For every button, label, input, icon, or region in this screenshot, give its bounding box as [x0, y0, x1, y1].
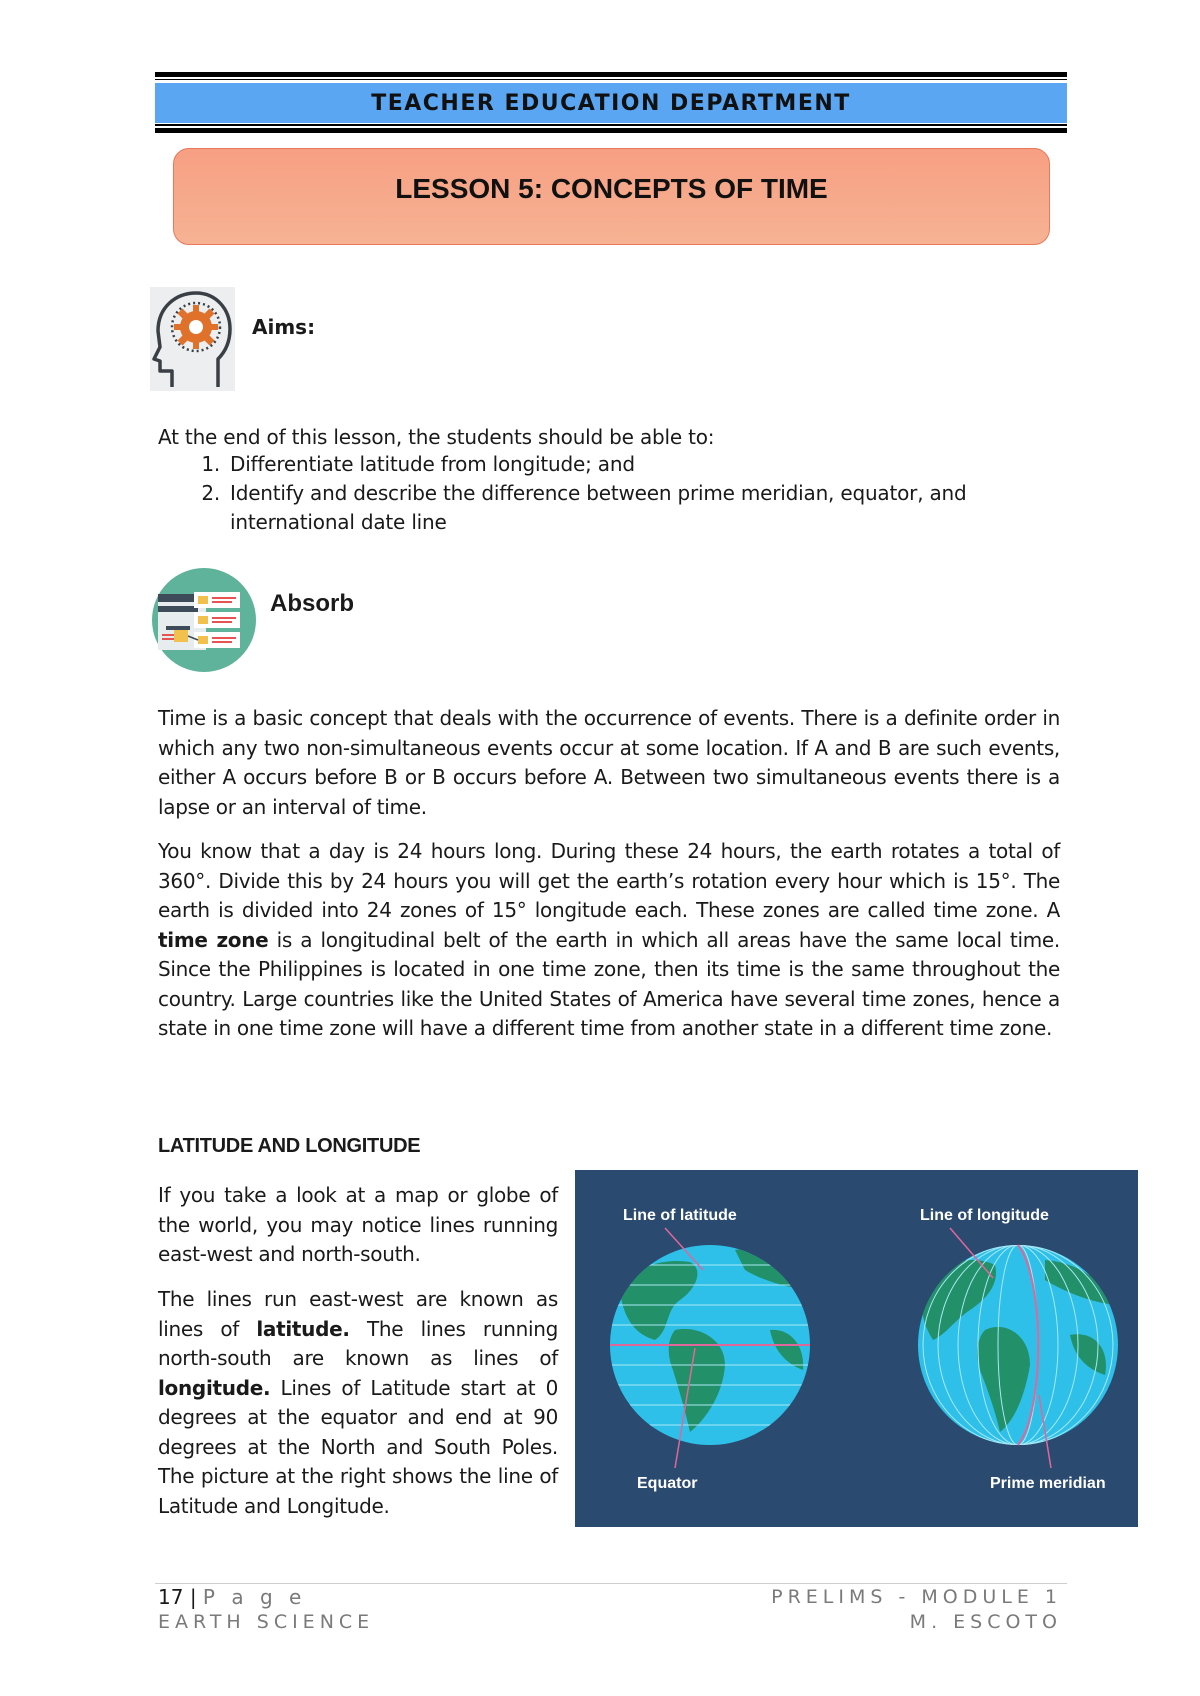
- aims-item-text-continued: international date line: [230, 510, 447, 534]
- header-rule-top: [155, 72, 1067, 77]
- label-line-of-longitude: Line of longitude: [920, 1207, 1049, 1224]
- label-prime-meridian: Prime meridian: [990, 1475, 1106, 1492]
- page-number: 17: [158, 1585, 184, 1609]
- lesson-title: LESSON 5: CONCEPTS OF TIME: [395, 173, 828, 204]
- aims-item-text: Identify and describe the difference between prime meridian, equator, and: [230, 481, 967, 505]
- list-number-spacer: [158, 508, 230, 537]
- page-number-line: [158, 1585, 306, 1609]
- aims-item-text: Differentiate latitude from longitude; and: [230, 452, 635, 476]
- header-rule-top-thin: [155, 79, 1067, 80]
- list-number: 1.: [201, 452, 220, 476]
- header-band: [155, 83, 1067, 123]
- absorb-paragraph-1: Time is a basic concept that deals with the occurrence of events. There is a definite order in which any two non-simultaneous events occur at some location. If A and B are such events, either A occurs before B or B occurs before A. Between two simultaneous events there is a lapse or an interval of time.: [158, 706, 1060, 819]
- latlong-paragraph-2: [158, 1285, 558, 1521]
- paragraph-text: The lines run east-west are known as lines of: [158, 1287, 558, 1341]
- bold-term: longitude.: [158, 1375, 271, 1400]
- header-rule-bottom: [155, 128, 1067, 133]
- module-label: PRELIMS - MODULE 1: [771, 1586, 1062, 1608]
- section-heading: LATITUDE AND LONGITUDE: [158, 1135, 421, 1157]
- author-name: M. ESCOTO: [909, 1611, 1062, 1633]
- subject-name: EARTH SCIENCE: [158, 1611, 375, 1633]
- page-separator: |: [189, 1585, 203, 1609]
- absorb-paragraph-2: [158, 837, 1060, 1044]
- label-equator: Equator: [637, 1475, 698, 1492]
- head-gear-icon: [150, 287, 235, 391]
- aims-heading: Aims:: [252, 315, 316, 339]
- latitude-longitude-figure: [575, 1170, 1138, 1527]
- header-rule-bottom-thin: [155, 124, 1067, 126]
- document-list-icon: [152, 568, 256, 672]
- aims-list-item: [158, 450, 1058, 479]
- label-line-of-latitude: Line of latitude: [623, 1207, 737, 1224]
- list-number: 2.: [201, 481, 220, 505]
- aims-intro: At the end of this lesson, the students should be able to:: [158, 425, 715, 449]
- aims-list: [158, 450, 1058, 537]
- page-word: P a g e: [202, 1585, 307, 1609]
- bold-term: latitude.: [256, 1316, 350, 1341]
- absorb-heading: Absorb: [270, 590, 354, 617]
- paragraph-text: You know that a day is 24 hours long. During these 24 hours, the earth rotates a total of 360°. Divide this by 24 hours you will get the earth’s rotation every hour which is 15°. The earth is divided into 24 zones of 15° longitude each. These zones are called time zone. A: [158, 839, 1060, 922]
- footer-rule: [155, 1583, 1067, 1584]
- latlong-paragraph-1: If you take a look at a map or globe of the world, you may notice lines running east-west and north-south.: [158, 1183, 558, 1266]
- paragraph-text: Lines of Latitude start at 0 degrees at the equator and end at 90 degrees at the North and South Poles. The picture at the right shows the line of Latitude and Longitude.: [158, 1375, 558, 1518]
- aims-list-item-continued: [158, 508, 1058, 537]
- department-title: TEACHER EDUCATION DEPARTMENT: [371, 90, 851, 116]
- paragraph-text: is a longitudinal belt of the earth in which all areas have the same local time. Since the Philippines is located in one time zone, then its time is the same throughout the country. Large countries like the United States of America have several time zones, hence a state in one time zone will have a different time from another state in a different time zone.: [158, 927, 1060, 1040]
- lesson-title-box: [173, 148, 1050, 245]
- paragraph-text: The lines running north-south are known as lines of: [158, 1316, 558, 1370]
- longitude-globe: [918, 1245, 1118, 1445]
- aims-list-item: [158, 479, 1058, 508]
- bold-term: time zone: [158, 927, 269, 952]
